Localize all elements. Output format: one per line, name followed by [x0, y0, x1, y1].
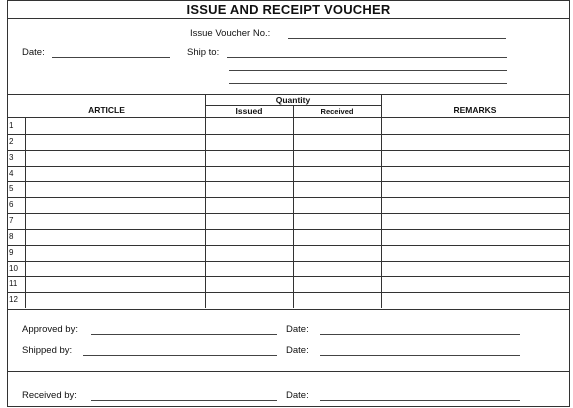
table-row-divider	[8, 292, 569, 293]
table-row-divider	[8, 261, 569, 262]
approved-date-field[interactable]	[320, 334, 520, 335]
row-number: 9	[9, 247, 14, 257]
received-date-field[interactable]	[320, 400, 520, 401]
received-by-label: Received by:	[22, 390, 77, 401]
remarks-header: REMARKS	[453, 105, 497, 115]
received-by-field[interactable]	[91, 400, 277, 401]
table-row-divider	[8, 229, 569, 230]
row-number: 6	[9, 200, 14, 210]
table-row-divider	[8, 181, 569, 182]
article-table	[8, 94, 569, 310]
table-row-divider	[8, 166, 569, 167]
row-number: 2	[9, 136, 14, 146]
title-divider	[8, 18, 569, 19]
row-number: 12	[9, 295, 18, 305]
ship-to-field-2[interactable]	[229, 70, 507, 71]
table-row-divider	[8, 213, 569, 214]
approved-date-label: Date:	[286, 324, 309, 335]
issue-voucher-field[interactable]	[288, 38, 506, 39]
table-row-divider	[8, 197, 569, 198]
header-divider	[8, 117, 569, 118]
table-row-divider	[8, 276, 569, 277]
quantity-header: Quantity	[275, 95, 311, 105]
shipped-date-label: Date:	[286, 345, 309, 356]
shipped-date-field[interactable]	[320, 355, 520, 356]
shipped-by-field[interactable]	[83, 355, 277, 356]
approved-by-label: Approved by:	[22, 324, 78, 335]
row-number: 10	[9, 263, 18, 273]
row-number: 4	[9, 168, 14, 178]
row-number: 11	[9, 279, 18, 289]
signature-divider	[8, 371, 569, 372]
row-number: 7	[9, 216, 14, 225]
article-header: ARTICLE	[88, 105, 125, 115]
issued-header: Issued	[235, 106, 263, 116]
table-row-divider	[8, 245, 569, 246]
issued-column-divider	[293, 105, 294, 308]
issue-voucher-label: Issue Voucher No.:	[190, 28, 271, 39]
approved-by-field[interactable]	[91, 334, 277, 335]
received-date-label: Date:	[286, 390, 309, 401]
row-number: 8	[9, 231, 14, 241]
row-number: 1	[9, 121, 14, 130]
ship-to-label: Ship to:	[187, 47, 220, 58]
date-field[interactable]	[52, 57, 170, 58]
date-label: Date:	[22, 47, 45, 58]
shipped-by-label: Shipped by:	[22, 345, 73, 356]
table-row-divider	[8, 150, 569, 151]
ship-to-field-1[interactable]	[227, 57, 507, 58]
table-row-divider	[8, 134, 569, 135]
row-number: 5	[9, 184, 14, 194]
received-header: Received	[320, 107, 354, 116]
row-number: 3	[9, 152, 14, 162]
form-title: ISSUE AND RECEIPT VOUCHER	[186, 2, 391, 17]
ship-to-field-3[interactable]	[229, 83, 507, 84]
voucher-form	[7, 0, 570, 407]
